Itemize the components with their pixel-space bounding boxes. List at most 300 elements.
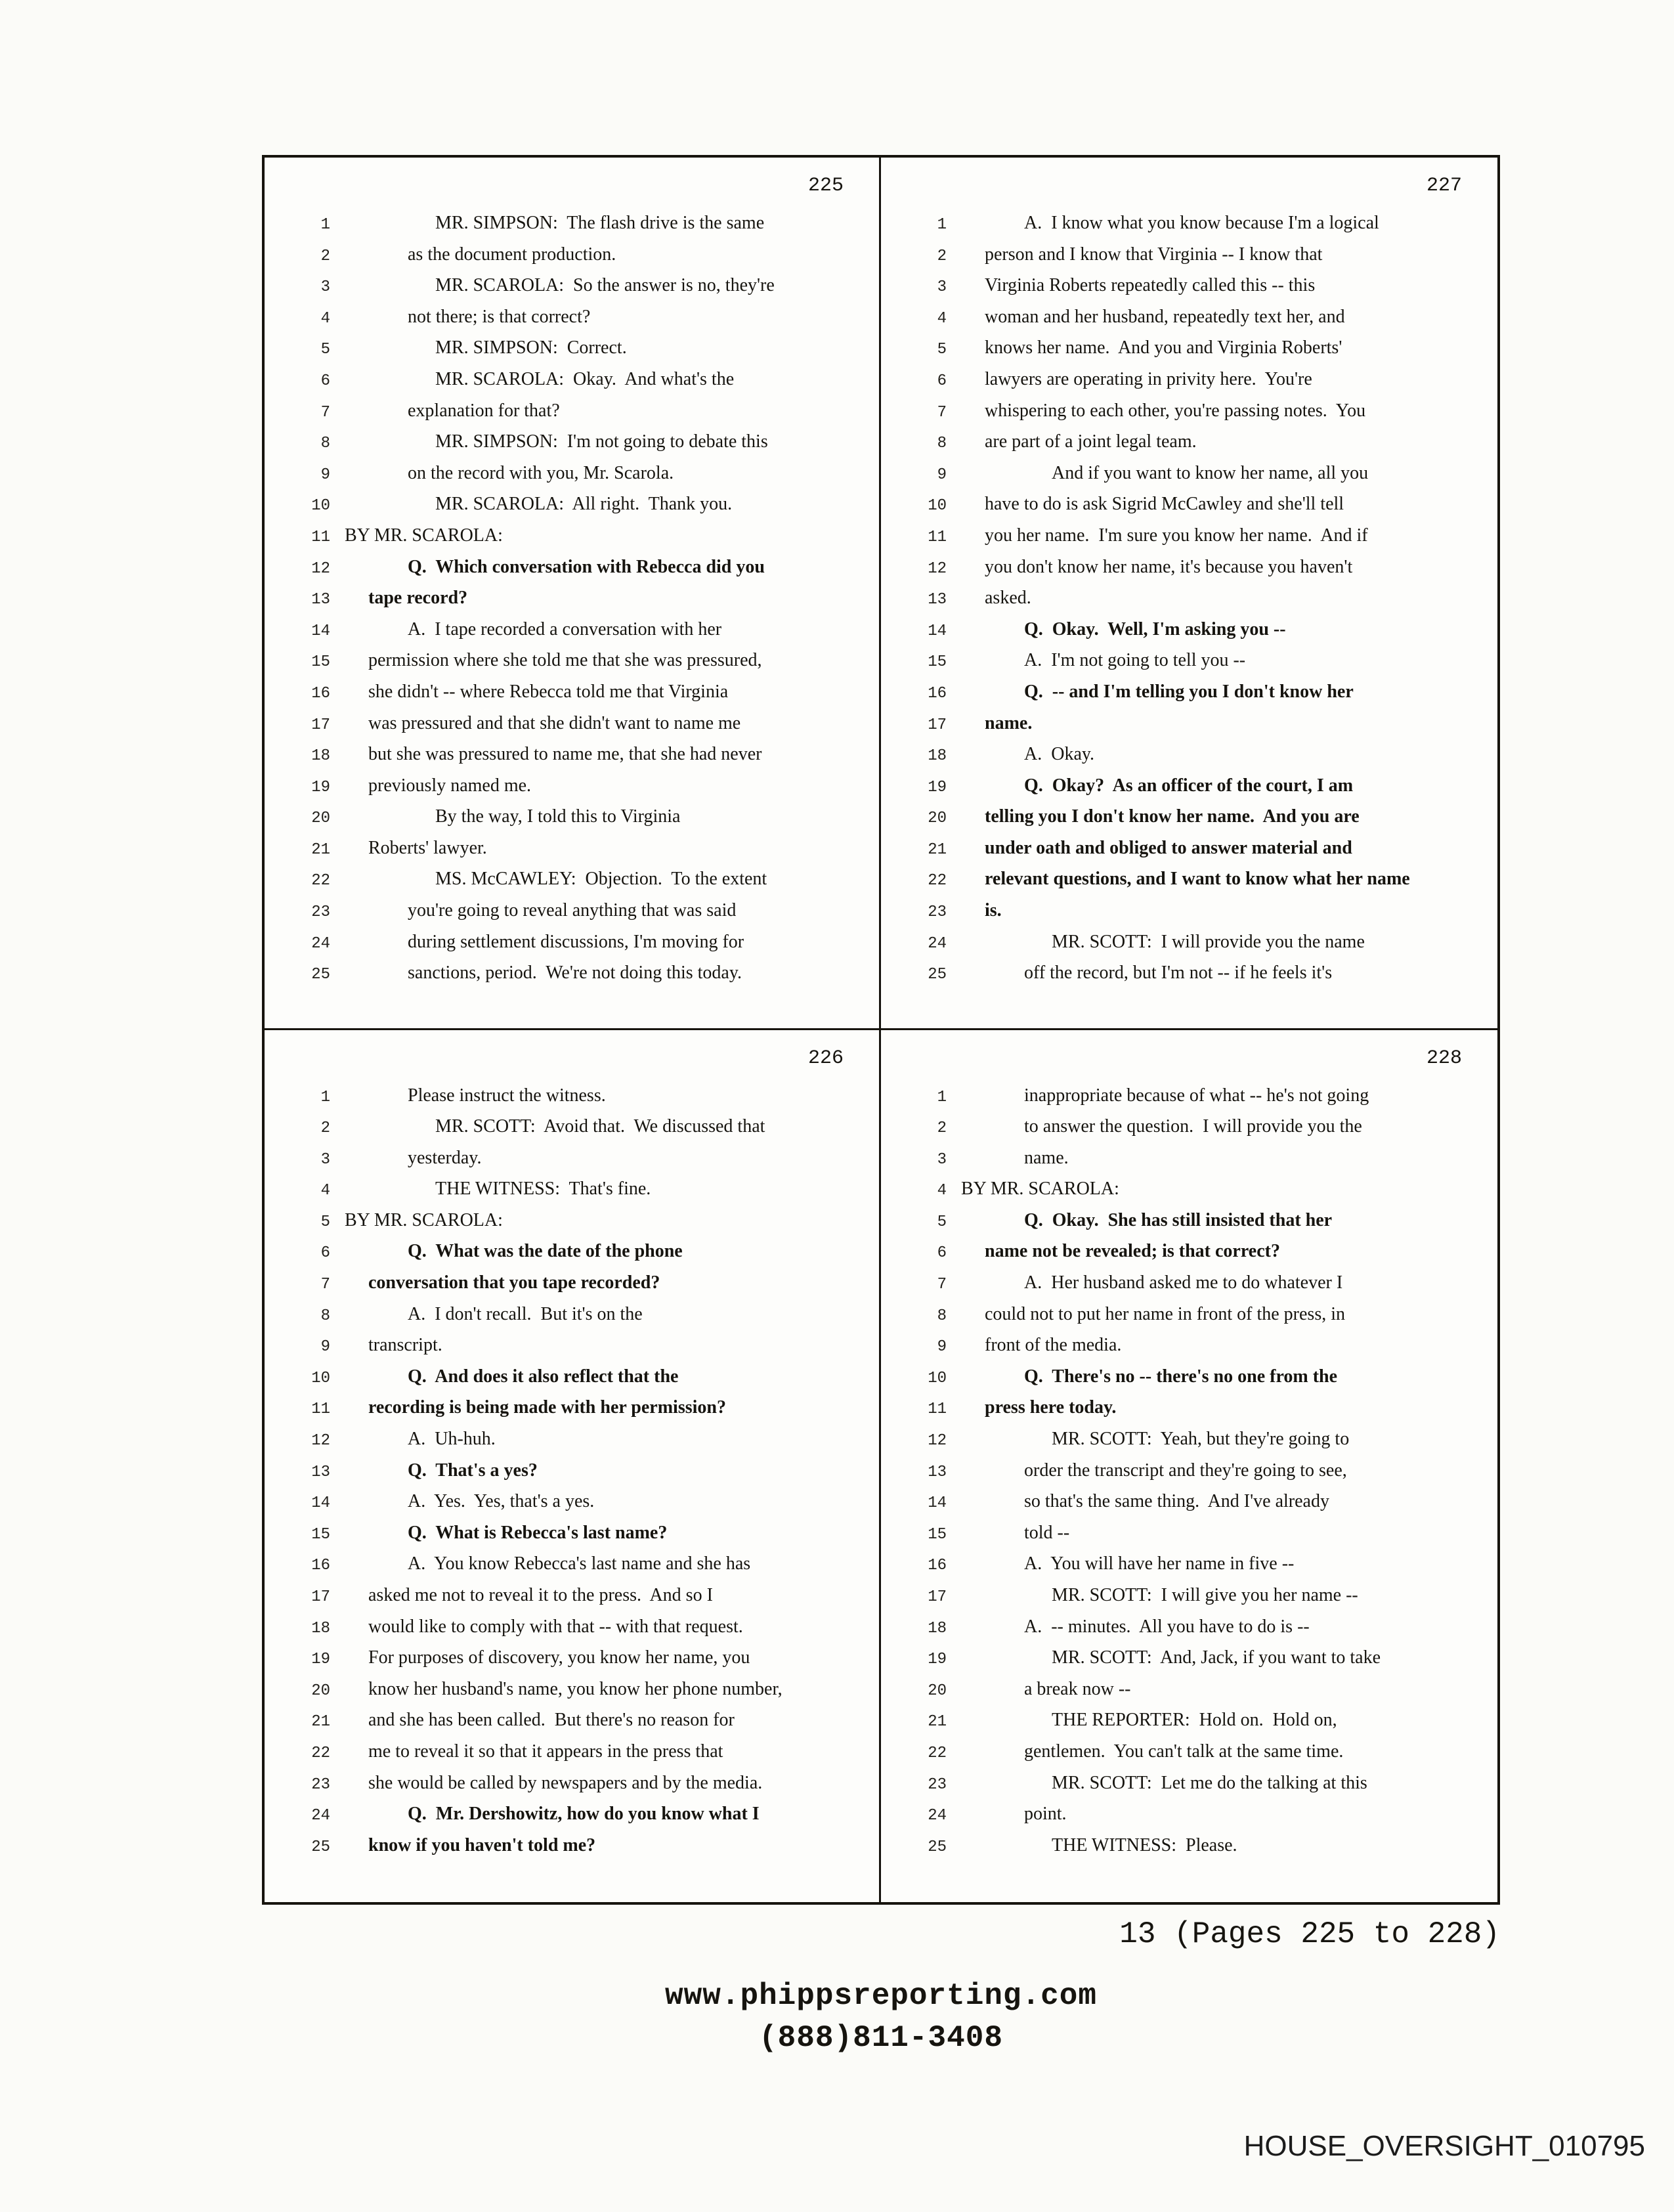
line-text: BY MR. SCAROLA: — [345, 525, 503, 546]
line-text: gentlemen. You can't talk at the same time. — [1024, 1741, 1344, 1762]
line-text: so that's the same thing. And I've already — [1024, 1491, 1329, 1512]
page-number: 228 — [1426, 1047, 1462, 1070]
line-number: 10 — [311, 1369, 330, 1387]
transcript-line — [905, 246, 1482, 277]
transcript-line — [288, 1805, 863, 1836]
line-number: 4 — [937, 309, 947, 328]
line-number: 4 — [937, 1182, 947, 1200]
line-text: on the record with you, Mr. Scarola. — [408, 462, 674, 483]
reporting-phone: (888)811-3408 — [759, 2021, 1003, 2055]
line-number: 3 — [320, 1150, 330, 1169]
line-number: 9 — [937, 1338, 947, 1356]
line-number: 19 — [311, 1651, 330, 1669]
line-text: name. — [1024, 1147, 1069, 1168]
line-text: me to reveal it so that it appears in the press that — [368, 1741, 723, 1762]
line-text: under oath and obliged to answer material and — [985, 837, 1352, 858]
transcript-line — [288, 1743, 863, 1774]
transcript-line — [288, 1492, 863, 1524]
line-text: BY MR. SCAROLA: — [345, 1209, 503, 1230]
page-number: 227 — [1426, 175, 1462, 197]
transcript-line — [905, 1774, 1482, 1806]
line-text: Roberts' lawyer. — [368, 837, 487, 858]
line-number: 4 — [320, 309, 330, 328]
line-text: know her husband's name, you know her phone number, — [368, 1678, 783, 1699]
line-text: conversation that you tape recorded? — [368, 1272, 660, 1293]
transcript-line — [288, 777, 863, 808]
line-text: point. — [1024, 1804, 1067, 1825]
transcript-line — [905, 1618, 1482, 1649]
transcript-line — [905, 745, 1482, 777]
line-text: name. — [985, 712, 1033, 733]
line-number: 3 — [937, 1150, 947, 1169]
line-number: 9 — [320, 466, 330, 484]
line-text: Q. Mr. Dershowitz, how do you know what I — [408, 1804, 760, 1825]
line-number: 18 — [928, 747, 947, 766]
line-text: MR. SIMPSON: I'm not going to debate this — [435, 431, 768, 452]
transcript-line — [288, 870, 863, 901]
line-number: 16 — [928, 1557, 947, 1575]
transcript-line — [905, 370, 1482, 402]
line-text: know if you haven't told me? — [368, 1834, 596, 1855]
line-number: 19 — [311, 778, 330, 796]
line-text: tape record? — [368, 588, 468, 609]
transcript-line — [288, 1618, 863, 1649]
line-number: 5 — [937, 341, 947, 359]
transcript-line — [288, 1774, 863, 1806]
transcript-line — [288, 1274, 863, 1305]
transcript-line — [288, 1336, 863, 1368]
line-number: 24 — [311, 934, 330, 953]
line-number: 25 — [928, 966, 947, 984]
line-text: off the record, but I'm not -- if he feels it's — [1024, 963, 1333, 984]
transcript-line — [288, 1711, 863, 1743]
line-text: MR. SCAROLA: So the answer is no, they're — [435, 275, 775, 296]
line-text: you her name. I'm sure you know her name. And if — [985, 525, 1368, 546]
transcript-line — [905, 683, 1482, 714]
line-text: relevant questions, and I want to know what her name — [985, 869, 1410, 890]
line-number: 12 — [928, 559, 947, 578]
transcript-line — [905, 933, 1482, 965]
line-number: 22 — [928, 1744, 947, 1762]
line-number: 12 — [311, 1432, 330, 1450]
transcript-line — [905, 1524, 1482, 1555]
line-number: 11 — [928, 1400, 947, 1419]
line-text: she didn't -- where Rebecca told me that Virginia — [368, 681, 729, 702]
line-number: 12 — [928, 1432, 947, 1450]
line-text: THE WITNESS: Please. — [1052, 1834, 1237, 1855]
line-number: 6 — [937, 372, 947, 390]
transcript-grid — [262, 155, 1500, 1905]
line-number: 12 — [311, 559, 330, 578]
line-text: transcript. — [368, 1335, 442, 1356]
line-number: 8 — [937, 435, 947, 453]
line-number: 10 — [928, 1369, 947, 1387]
transcript-line — [288, 1680, 863, 1712]
line-number: 19 — [928, 1651, 947, 1669]
transcript-line — [905, 276, 1482, 308]
line-number: 1 — [937, 1088, 947, 1106]
transcript-line — [905, 1586, 1482, 1618]
line-number: 20 — [311, 1681, 330, 1700]
line-text: to answer the question. I will provide you the — [1024, 1116, 1362, 1137]
transcript-line — [905, 1711, 1482, 1743]
line-number: 18 — [311, 1619, 330, 1637]
transcript-line — [905, 308, 1482, 339]
page-lines — [905, 214, 1482, 995]
line-number: 8 — [320, 1307, 330, 1325]
line-text: asked. — [985, 588, 1031, 609]
transcript-line — [288, 1399, 863, 1430]
line-text: Q. That's a yes? — [408, 1460, 538, 1481]
line-text: MR. SCAROLA: Okay. And what's the — [435, 368, 735, 389]
line-text: press here today. — [985, 1397, 1117, 1418]
line-number: 16 — [311, 684, 330, 703]
line-number: 11 — [311, 528, 330, 546]
line-text: a break now -- — [1024, 1678, 1131, 1699]
line-number: 13 — [928, 1463, 947, 1481]
line-text: MR. SCOTT: I will provide you the name — [1052, 931, 1365, 952]
transcript-line — [905, 714, 1482, 746]
line-number: 6 — [320, 1244, 330, 1263]
transcript-line — [288, 808, 863, 839]
line-number: 3 — [937, 278, 947, 297]
line-number: 21 — [311, 840, 330, 859]
transcript-line — [905, 402, 1482, 433]
line-number: 20 — [311, 810, 330, 828]
page-lines — [288, 214, 863, 995]
line-text: MR. SCAROLA: All right. Thank you. — [435, 494, 733, 515]
line-number: 15 — [928, 1525, 947, 1544]
line-text: Q. And does it also reflect that the — [408, 1366, 679, 1387]
transcript-line — [905, 527, 1482, 558]
transcript-line — [288, 1368, 863, 1399]
line-number: 16 — [311, 1557, 330, 1575]
line-text: recording is being made with her permission? — [368, 1397, 726, 1418]
line-text: A. I don't recall. But it's on the — [408, 1303, 643, 1324]
line-text: Q. There's no -- there's no one from the — [1024, 1366, 1338, 1387]
transcript-line — [905, 558, 1482, 590]
line-text: A. Her husband asked me to do whatever I — [1024, 1272, 1343, 1293]
line-number: 10 — [311, 497, 330, 515]
line-number: 5 — [937, 1213, 947, 1231]
line-number: 5 — [320, 341, 330, 359]
line-text: as the document production. — [408, 244, 616, 265]
transcript-line — [905, 495, 1482, 527]
transcript-line — [288, 246, 863, 277]
line-text: knows her name. And you and Virginia Roberts' — [985, 337, 1342, 358]
line-text: A. I know what you know because I'm a logical — [1024, 213, 1379, 233]
line-number: 17 — [928, 1588, 947, 1606]
line-number: 25 — [311, 1838, 330, 1856]
line-number: 14 — [311, 622, 330, 640]
line-number: 24 — [928, 1807, 947, 1825]
line-number: 13 — [311, 1463, 330, 1481]
line-text: permission where she told me that she was pressured, — [368, 650, 762, 671]
page-number: 226 — [807, 1047, 844, 1070]
line-number: 17 — [311, 716, 330, 734]
line-text: previously named me. — [368, 775, 532, 796]
line-text: A. -- minutes. All you have to do is -- — [1024, 1616, 1310, 1637]
transcript-line — [905, 1680, 1482, 1712]
transcript-line — [288, 495, 863, 527]
transcript-line — [288, 933, 863, 965]
transcript-line — [288, 1586, 863, 1618]
line-number: 7 — [937, 403, 947, 422]
transcript-line — [905, 589, 1482, 620]
transcript-line — [288, 339, 863, 370]
line-number: 14 — [928, 622, 947, 640]
line-text: would like to comply with that -- with that request. — [368, 1616, 743, 1637]
line-number: 19 — [928, 778, 947, 796]
transcript-line — [905, 620, 1482, 652]
line-text: THE WITNESS: That's fine. — [435, 1179, 651, 1200]
line-number: 4 — [320, 1182, 330, 1200]
line-text: not there; is that correct? — [408, 306, 591, 327]
line-text: Please instruct the witness. — [408, 1085, 606, 1106]
line-text: woman and her husband, repeatedly text her, and — [985, 306, 1345, 327]
line-number: 18 — [311, 747, 330, 766]
line-number: 23 — [311, 1775, 330, 1794]
transcript-line — [288, 1242, 863, 1274]
line-number: 3 — [320, 278, 330, 297]
transcript-line — [905, 1305, 1482, 1337]
line-number: 14 — [311, 1494, 330, 1513]
transcript-line — [288, 402, 863, 433]
line-text: A. Yes. Yes, that's a yes. — [408, 1491, 595, 1512]
line-text: For purposes of discovery, you know her name, you — [368, 1647, 750, 1668]
line-text: Q. -- and I'm telling you I don't know her — [1024, 681, 1354, 702]
line-number: 11 — [311, 1400, 330, 1419]
line-number: 25 — [311, 966, 330, 984]
line-text: lawyers are operating in privity here. You're — [985, 368, 1312, 389]
line-text: A. Uh-huh. — [408, 1429, 496, 1450]
transcript-line — [288, 214, 863, 246]
line-text: By the way, I told this to Virginia — [435, 806, 681, 827]
transcript-page-228 — [881, 1030, 1497, 1903]
line-text: sanctions, period. We're not doing this today. — [408, 963, 742, 984]
line-text: yesterday. — [408, 1147, 482, 1168]
footer-page-range: 13 (Pages 225 to 228) — [1119, 1917, 1500, 1951]
line-number: 1 — [320, 216, 330, 234]
line-text: asked me not to reveal it to the press. And so I — [368, 1585, 713, 1605]
line-text: she would be called by newspapers and by the media. — [368, 1772, 763, 1793]
line-number: 23 — [311, 903, 330, 922]
transcript-line — [288, 308, 863, 339]
line-number: 21 — [928, 1713, 947, 1731]
line-number: 6 — [320, 372, 330, 390]
transcript-line — [905, 1805, 1482, 1836]
line-number: 2 — [320, 1119, 330, 1138]
transcript-line — [905, 1211, 1482, 1243]
line-text: A. I'm not going to tell you -- — [1024, 650, 1246, 671]
line-number: 15 — [928, 653, 947, 672]
line-number: 15 — [311, 653, 330, 672]
line-number: 1 — [320, 1088, 330, 1106]
line-number: 22 — [311, 1744, 330, 1762]
line-text: MS. McCAWLEY: Objection. To the extent — [435, 869, 767, 890]
transcript-line — [288, 558, 863, 590]
line-number: 23 — [928, 1775, 947, 1794]
transcript-page-225 — [265, 158, 881, 1030]
transcript-line — [288, 1149, 863, 1181]
line-text: was pressured and that she didn't want to name me — [368, 712, 741, 733]
transcript-line — [905, 1336, 1482, 1368]
transcript-line — [905, 1399, 1482, 1430]
transcript-line — [288, 1087, 863, 1118]
transcript-line — [288, 433, 863, 464]
line-text: you're going to reveal anything that was said — [408, 900, 737, 921]
line-number: 24 — [311, 1807, 330, 1825]
transcript-line — [905, 964, 1482, 995]
reporting-website: www.phippsreporting.com — [665, 1979, 1097, 2013]
transcript-line — [288, 620, 863, 652]
line-text: name not be revealed; is that correct? — [985, 1241, 1280, 1262]
line-number: 9 — [320, 1338, 330, 1356]
line-text: Q. What was the date of the phone — [408, 1241, 683, 1262]
transcript-line — [905, 1368, 1482, 1399]
line-number: 13 — [311, 591, 330, 609]
transcript-line — [905, 651, 1482, 683]
transcript-line — [288, 1305, 863, 1337]
line-number: 7 — [320, 403, 330, 422]
line-number: 22 — [311, 872, 330, 890]
transcript-line — [905, 433, 1482, 464]
line-text: inappropriate because of what -- he's not going — [1024, 1085, 1369, 1106]
transcript-line — [288, 651, 863, 683]
line-number: 21 — [928, 840, 947, 859]
transcript-line — [905, 1555, 1482, 1586]
transcript-line — [288, 1180, 863, 1211]
line-text: could not to put her name in front of the press, in — [985, 1303, 1345, 1324]
transcript-line — [905, 339, 1482, 370]
line-number: 7 — [937, 1276, 947, 1294]
transcript-page-227 — [881, 158, 1497, 1030]
line-number: 13 — [928, 591, 947, 609]
transcript-page-226 — [265, 1030, 881, 1903]
line-text: explanation for that? — [408, 400, 560, 421]
line-text: Q. What is Rebecca's last name? — [408, 1522, 668, 1543]
line-text: is. — [985, 900, 1002, 921]
line-text: person and I know that Virginia -- I know that — [985, 244, 1323, 265]
line-text: telling you I don't know her name. And you are — [985, 806, 1360, 827]
line-text: A. I tape recorded a conversation with her — [408, 618, 722, 640]
line-text: have to do is ask Sigrid McCawley and she'll tell — [985, 494, 1344, 515]
transcript-line — [288, 901, 863, 933]
transcript-line — [288, 683, 863, 714]
line-text: BY MR. SCAROLA: — [961, 1179, 1119, 1200]
line-text: MR. SCOTT: Let me do the talking at this — [1052, 1772, 1367, 1793]
line-number: 21 — [311, 1713, 330, 1731]
line-number: 7 — [320, 1276, 330, 1294]
line-number: 6 — [937, 1244, 947, 1263]
transcript-line — [905, 1430, 1482, 1462]
line-number: 20 — [928, 1681, 947, 1700]
transcript-line — [288, 1649, 863, 1680]
transcript-line — [288, 527, 863, 558]
transcript-line — [288, 370, 863, 402]
line-number: 5 — [320, 1213, 330, 1231]
transcript-line — [288, 589, 863, 620]
line-text: MR. SCOTT: Avoid that. We discussed that — [435, 1116, 765, 1137]
line-number: 11 — [928, 528, 947, 546]
transcript-line — [905, 464, 1482, 496]
line-number: 25 — [928, 1838, 947, 1856]
transcript-line — [905, 1087, 1482, 1118]
line-text: MR. SCOTT: I will give you her name -- — [1052, 1585, 1358, 1605]
line-text: Q. Okay? As an officer of the court, I am — [1024, 775, 1354, 796]
line-text: order the transcript and they're going to see, — [1024, 1460, 1347, 1481]
line-text: A. You know Rebecca's last name and she has — [408, 1553, 751, 1574]
line-number: 15 — [311, 1525, 330, 1544]
transcript-line — [288, 714, 863, 746]
line-text: MR. SIMPSON: The flash drive is the same — [435, 213, 765, 233]
line-text: A. You will have her name in five -- — [1024, 1553, 1295, 1574]
line-text: A. Okay. — [1024, 744, 1095, 765]
line-number: 8 — [937, 1307, 947, 1325]
transcript-line — [905, 1836, 1482, 1868]
line-text: Q. Okay. She has still insisted that her — [1024, 1209, 1333, 1230]
transcript-line — [288, 1836, 863, 1868]
line-text: during settlement discussions, I'm moving for — [408, 931, 744, 952]
line-text: THE REPORTER: Hold on. Hold on, — [1052, 1710, 1337, 1731]
line-text: MR. SIMPSON: Correct. — [435, 337, 627, 358]
transcript-line — [905, 1649, 1482, 1680]
line-number: 2 — [937, 247, 947, 265]
transcript-line — [288, 745, 863, 777]
line-number: 17 — [311, 1588, 330, 1606]
transcript-line — [288, 1211, 863, 1243]
line-text: front of the media. — [985, 1335, 1122, 1356]
transcript-line — [288, 964, 863, 995]
bates-stamp: HOUSE_OVERSIGHT_010795 — [1243, 2130, 1645, 2162]
line-text: MR. SCOTT: And, Jack, if you want to take — [1052, 1647, 1381, 1668]
line-number: 18 — [928, 1619, 947, 1637]
transcript-line — [905, 1149, 1482, 1181]
transcript-line — [905, 1274, 1482, 1305]
transcript-line — [288, 1524, 863, 1555]
line-number: 24 — [928, 934, 947, 953]
transcript-line — [288, 1462, 863, 1493]
line-number: 9 — [937, 466, 947, 484]
line-number: 20 — [928, 810, 947, 828]
line-number: 16 — [928, 684, 947, 703]
transcript-line — [288, 839, 863, 871]
page-lines — [288, 1087, 863, 1868]
page-lines — [905, 1087, 1482, 1868]
page-number: 225 — [807, 175, 844, 197]
transcript-line — [288, 464, 863, 496]
transcript-line — [905, 1492, 1482, 1524]
transcript-line — [905, 1180, 1482, 1211]
transcript-line — [905, 1117, 1482, 1149]
line-number: 1 — [937, 216, 947, 234]
line-number: 2 — [320, 247, 330, 265]
transcript-line — [905, 777, 1482, 808]
transcript-line — [905, 901, 1482, 933]
line-text: And if you want to know her name, all you — [1052, 462, 1369, 483]
line-text: are part of a joint legal team. — [985, 431, 1197, 452]
line-number: 2 — [937, 1119, 947, 1138]
line-number: 8 — [320, 435, 330, 453]
line-number: 17 — [928, 716, 947, 734]
line-number: 14 — [928, 1494, 947, 1513]
line-text: but she was pressured to name me, that she had never — [368, 744, 762, 765]
line-text: Q. Okay. Well, I'm asking you -- — [1024, 618, 1286, 640]
transcript-line — [905, 1242, 1482, 1274]
transcript-line — [288, 1430, 863, 1462]
line-text: MR. SCOTT: Yeah, but they're going to — [1052, 1429, 1350, 1450]
transcript-line — [288, 1555, 863, 1586]
